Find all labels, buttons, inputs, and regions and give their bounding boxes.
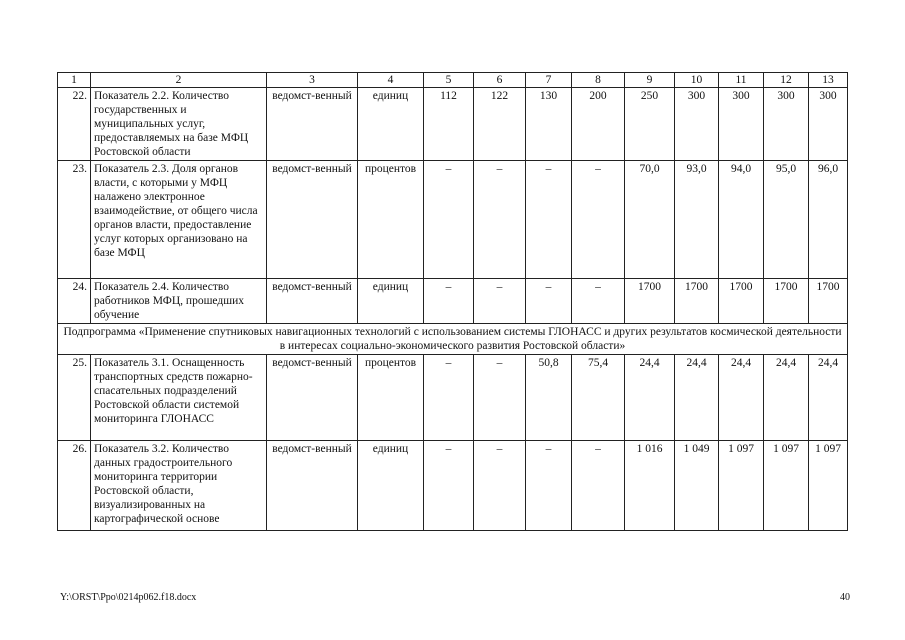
col-header-4: 4 xyxy=(358,73,424,88)
value-cell: – xyxy=(424,355,474,441)
value-cell: 96,0 xyxy=(809,161,848,279)
value-cell: 70,0 xyxy=(625,161,675,279)
value-cell: 1700 xyxy=(719,279,764,324)
col-header-11: 11 xyxy=(719,73,764,88)
value-cell: 75,4 xyxy=(572,355,625,441)
value-cell: 300 xyxy=(764,88,809,161)
value-cell: 24,4 xyxy=(675,355,719,441)
value-cell: – xyxy=(424,161,474,279)
value-cell: 1700 xyxy=(625,279,675,324)
col-header-8: 8 xyxy=(572,73,625,88)
value-cell: 300 xyxy=(719,88,764,161)
value-cell: 1700 xyxy=(675,279,719,324)
col-header-12: 12 xyxy=(764,73,809,88)
value-cell: 300 xyxy=(809,88,848,161)
value-cell: – xyxy=(572,279,625,324)
indicator-type: ведомст-венный xyxy=(267,161,358,279)
col-header-10: 10 xyxy=(675,73,719,88)
indicator-name: Показатель 3.2. Количество данных градостроительного мониторинга территории Ростовской области, визуализированных на картографической основе xyxy=(91,441,267,531)
table-row xyxy=(58,88,848,161)
value-cell: 130 xyxy=(526,88,572,161)
value-cell: 200 xyxy=(572,88,625,161)
col-header-1: 1 xyxy=(58,73,91,88)
column-number-header xyxy=(58,73,848,88)
value-cell: 50,8 xyxy=(526,355,572,441)
value-cell: 93,0 xyxy=(675,161,719,279)
value-cell: 24,4 xyxy=(809,355,848,441)
value-cell: 250 xyxy=(625,88,675,161)
row-number: 23. xyxy=(58,161,91,279)
indicator-type: ведомст-венный xyxy=(267,355,358,441)
row-number: 26. xyxy=(58,441,91,531)
value-cell: 24,4 xyxy=(719,355,764,441)
value-cell: – xyxy=(474,355,526,441)
indicator-unit: единиц xyxy=(358,88,424,161)
value-cell: 1 016 xyxy=(625,441,675,531)
value-cell: – xyxy=(474,441,526,531)
value-cell: – xyxy=(424,279,474,324)
value-cell: 122 xyxy=(474,88,526,161)
indicator-name: Показатель 2.2. Количество государственных и муниципальных услуг, предоставляемых на базе МФЦ Ростовской области xyxy=(91,88,267,161)
value-cell: 24,4 xyxy=(625,355,675,441)
indicator-unit: процентов xyxy=(358,161,424,279)
value-cell: – xyxy=(474,279,526,324)
indicator-name: Показатель 3.1. Оснащенность транспортных средств пожарно-спасательных подразделений Ростовской области системой мониторинга ГЛОНАСС xyxy=(91,355,267,441)
value-cell: – xyxy=(526,161,572,279)
indicator-name: Показатель 2.3. Доля органов власти, с которыми у МФЦ налажено электронное взаимодействие, от общего числа органов власти, предоставление услуг которых организовано на базе МФЦ xyxy=(91,161,267,279)
col-header-5: 5 xyxy=(424,73,474,88)
row-number: 25. xyxy=(58,355,91,441)
table-row xyxy=(58,441,848,531)
value-cell: 1700 xyxy=(764,279,809,324)
indicator-type: ведомст-венный xyxy=(267,88,358,161)
value-cell: 95,0 xyxy=(764,161,809,279)
value-cell: – xyxy=(526,279,572,324)
row-number: 22. xyxy=(58,88,91,161)
value-cell: – xyxy=(572,441,625,531)
indicator-unit: единиц xyxy=(358,279,424,324)
value-cell: – xyxy=(474,161,526,279)
col-header-7: 7 xyxy=(526,73,572,88)
value-cell: – xyxy=(424,441,474,531)
value-cell: 1 097 xyxy=(719,441,764,531)
indicator-type: ведомст-венный xyxy=(267,441,358,531)
value-cell: 94,0 xyxy=(719,161,764,279)
page-number: 40 xyxy=(840,592,850,603)
indicator-name: Показатель 2.4. Количество работников МФЦ, прошедших обучение xyxy=(91,279,267,324)
indicator-type: ведомст-венный xyxy=(267,279,358,324)
value-cell: 112 xyxy=(424,88,474,161)
value-cell: 1 097 xyxy=(764,441,809,531)
indicator-table xyxy=(57,72,848,531)
value-cell: 1 097 xyxy=(809,441,848,531)
col-header-9: 9 xyxy=(625,73,675,88)
table-row xyxy=(58,355,848,441)
value-cell: 300 xyxy=(675,88,719,161)
value-cell: 1 049 xyxy=(675,441,719,531)
subprogram-header-row xyxy=(58,324,848,355)
row-number: 24. xyxy=(58,279,91,324)
col-header-3: 3 xyxy=(267,73,358,88)
col-header-2: 2 xyxy=(91,73,267,88)
value-cell: – xyxy=(526,441,572,531)
table-row xyxy=(58,161,848,279)
indicator-unit: процентов xyxy=(358,355,424,441)
indicator-unit: единиц xyxy=(358,441,424,531)
value-cell: 1700 xyxy=(809,279,848,324)
value-cell: 24,4 xyxy=(764,355,809,441)
col-header-13: 13 xyxy=(809,73,848,88)
table-row xyxy=(58,279,848,324)
value-cell: – xyxy=(572,161,625,279)
col-header-6: 6 xyxy=(474,73,526,88)
footer-file-path: Y:\ORST\Ppo\0214p062.f18.docx xyxy=(60,592,197,603)
subprogram-title: Подпрограмма «Применение спутниковых навигационных технологий с использованием системы ГЛОНАСС и других результатов космической деятельности в интересах социально-экономического развития Ростовской области» xyxy=(58,324,848,355)
